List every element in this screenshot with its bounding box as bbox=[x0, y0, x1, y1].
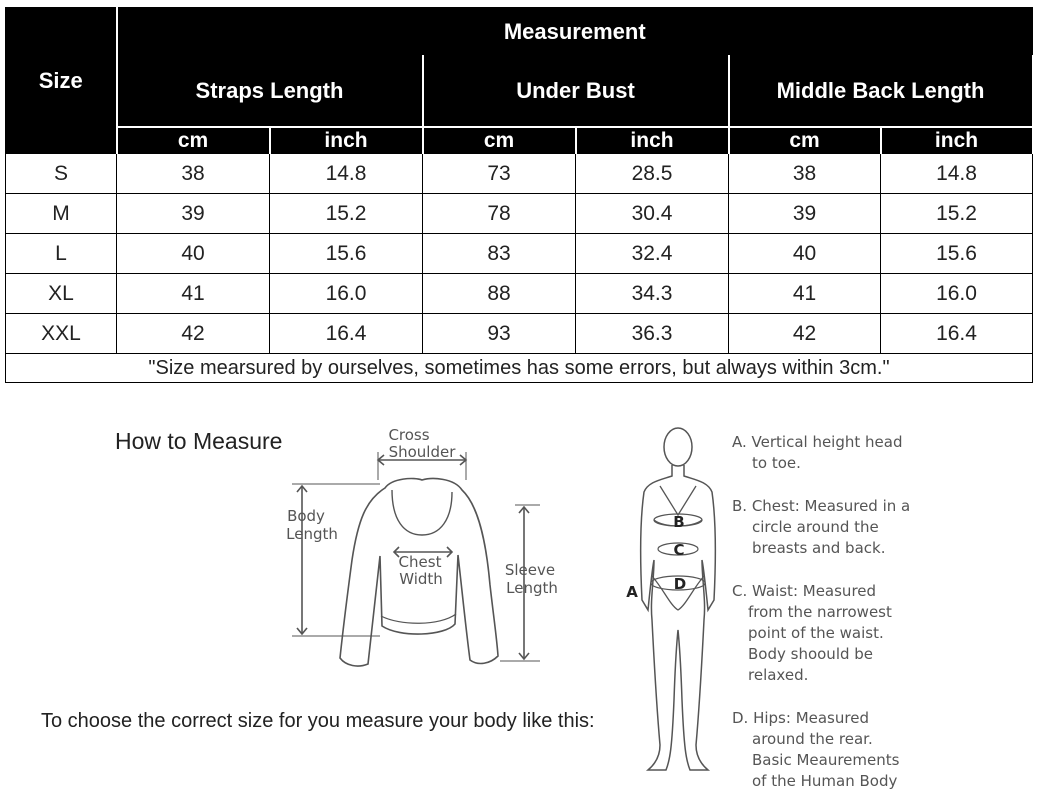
step-line: B. Chest: Measured in a bbox=[732, 497, 911, 515]
step-line: relaxed. bbox=[748, 666, 809, 684]
figure-markers bbox=[626, 513, 686, 601]
size-column-header: Size bbox=[6, 8, 117, 154]
marker-d: D bbox=[673, 575, 687, 593]
value-cell: 30.4 bbox=[576, 194, 729, 234]
how-to-measure-title: How to Measure bbox=[115, 428, 283, 454]
value-cell: 42 bbox=[729, 314, 881, 354]
step-line: C. Waist: Measured bbox=[732, 582, 877, 600]
value-cell: 39 bbox=[117, 194, 270, 234]
value-cell: 16.0 bbox=[881, 274, 1033, 314]
value-cell: 28.5 bbox=[576, 154, 729, 194]
step-line: point of the waist. bbox=[748, 624, 884, 642]
value-cell: 41 bbox=[117, 274, 270, 314]
value-cell: 78 bbox=[423, 194, 576, 234]
value-cell: 40 bbox=[117, 234, 270, 274]
step-c bbox=[732, 581, 932, 686]
value-cell: 38 bbox=[117, 154, 270, 194]
step-line: of the Human Body bbox=[752, 772, 898, 790]
unit-header-inch: inch bbox=[881, 127, 1033, 154]
unit-header-cm: cm bbox=[423, 127, 576, 154]
value-cell: 83 bbox=[423, 234, 576, 274]
step-a bbox=[732, 432, 932, 474]
body-length-label: Length bbox=[286, 525, 338, 543]
size-note: "Size mearsured by ourselves, sometimes has some errors, but always within 3cm." bbox=[6, 354, 1033, 383]
value-cell: 73 bbox=[423, 154, 576, 194]
value-cell: 93 bbox=[423, 314, 576, 354]
value-cell: 16.4 bbox=[270, 314, 423, 354]
step-line: circle around the bbox=[752, 518, 879, 536]
step-line: A. Vertical height head bbox=[732, 433, 903, 451]
unit-header-inch: inch bbox=[270, 127, 423, 154]
chest-width-label: Width bbox=[399, 570, 443, 588]
value-cell: 15.2 bbox=[270, 194, 423, 234]
step-line: breasts and back. bbox=[752, 539, 886, 557]
cross-shoulder-label: Shoulder bbox=[388, 443, 456, 461]
marker-b: B bbox=[673, 513, 685, 531]
figure-head bbox=[664, 428, 692, 466]
value-cell: 15.2 bbox=[881, 194, 1033, 234]
value-cell: 34.3 bbox=[576, 274, 729, 314]
value-cell: 32.4 bbox=[576, 234, 729, 274]
step-line: Basic Meaurements bbox=[752, 751, 900, 769]
group-header-under-bust: Under Bust bbox=[423, 56, 729, 128]
marker-a: A bbox=[626, 583, 638, 601]
figure-outline bbox=[641, 465, 716, 770]
size-cell: M bbox=[6, 194, 117, 234]
unit-header-cm: cm bbox=[117, 127, 270, 154]
value-cell: 40 bbox=[729, 234, 881, 274]
unit-header-inch: inch bbox=[576, 127, 729, 154]
step-b bbox=[732, 496, 932, 559]
size-cell: XL bbox=[6, 274, 117, 314]
group-header-straps-length: Straps Length bbox=[117, 56, 423, 128]
step-line: from the narrowest bbox=[748, 603, 892, 621]
value-cell: 38 bbox=[729, 154, 881, 194]
sleeve-length-label: Length bbox=[506, 579, 558, 597]
value-cell: 15.6 bbox=[881, 234, 1033, 274]
value-cell: 39 bbox=[729, 194, 881, 234]
size-cell: XXL bbox=[6, 314, 117, 354]
step-line: to toe. bbox=[752, 454, 801, 472]
cross-shoulder-label: Cross bbox=[388, 426, 430, 444]
step-line: around the rear. bbox=[752, 730, 873, 748]
size-cell: L bbox=[6, 234, 117, 274]
value-cell: 16.4 bbox=[881, 314, 1033, 354]
marker-c: C bbox=[673, 541, 685, 559]
body-figure-diagram bbox=[640, 428, 715, 770]
value-cell: 14.8 bbox=[270, 154, 423, 194]
group-header-middle-back-length: Middle Back Length bbox=[729, 56, 1033, 128]
measurement-header: Measurement bbox=[117, 8, 1033, 56]
value-cell: 16.0 bbox=[270, 274, 423, 314]
garment-labels bbox=[286, 426, 558, 597]
value-cell: 15.6 bbox=[270, 234, 423, 274]
value-cell: 41 bbox=[729, 274, 881, 314]
value-cell: 42 bbox=[117, 314, 270, 354]
choose-size-instruction: To choose the correct size for you measure your body like this: bbox=[41, 710, 595, 732]
step-d bbox=[732, 708, 932, 792]
value-cell: 36.3 bbox=[576, 314, 729, 354]
value-cell: 88 bbox=[423, 274, 576, 314]
unit-header-cm: cm bbox=[729, 127, 881, 154]
step-line: D. Hips: Measured bbox=[732, 709, 869, 727]
value-cell: 14.8 bbox=[881, 154, 1033, 194]
sleeve-length-label: Sleeve bbox=[504, 561, 556, 579]
body-length-label: Body bbox=[287, 507, 325, 525]
size-cell: S bbox=[6, 154, 117, 194]
step-line: Body shoould be bbox=[748, 645, 874, 663]
chest-width-label: Chest bbox=[398, 553, 442, 571]
